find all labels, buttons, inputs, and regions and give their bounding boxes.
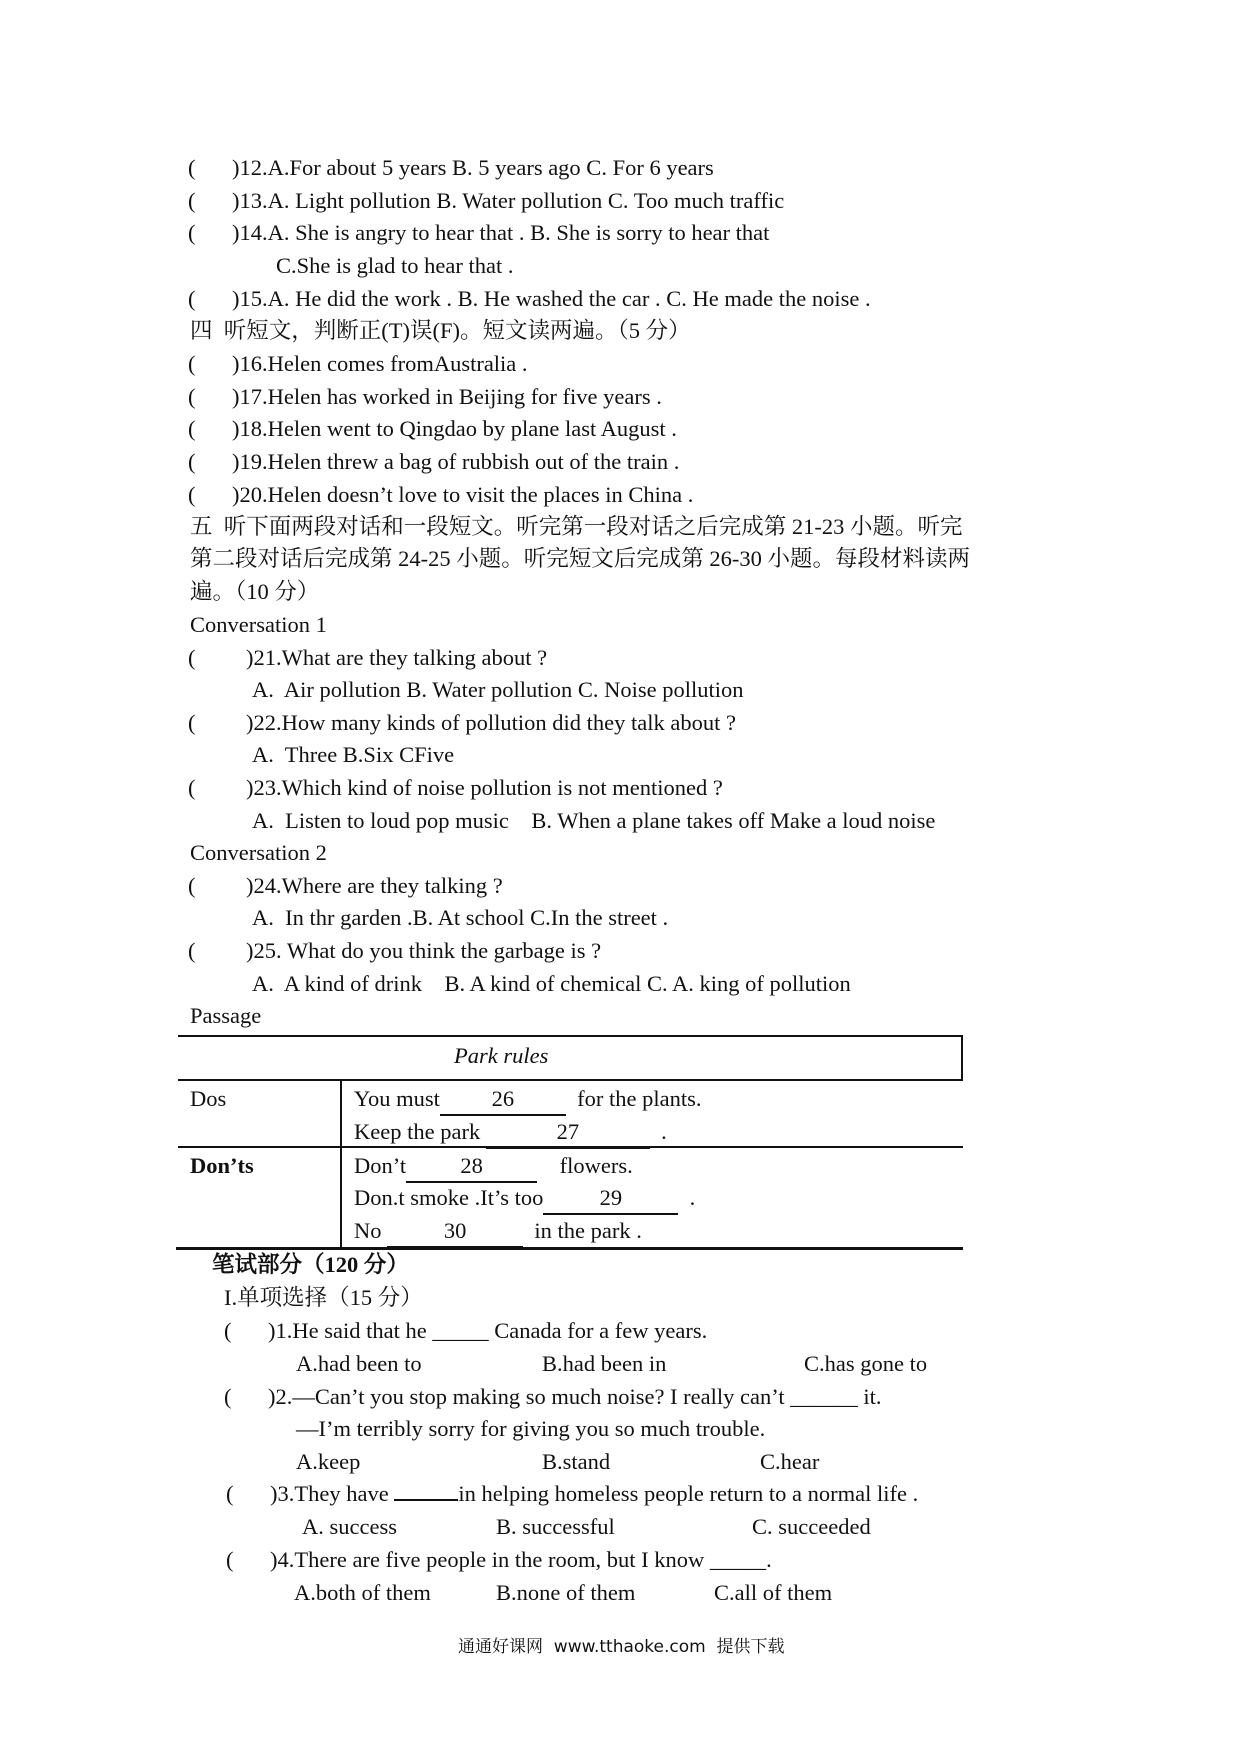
- table-title: Park rules: [454, 1043, 549, 1068]
- answer-paren: (: [226, 1481, 234, 1506]
- question-text: )18.Helen went to Qingdao by plane last August .: [232, 416, 677, 441]
- conversation-2-label: Conversation 2: [190, 840, 327, 865]
- answer-paren: (: [188, 645, 196, 670]
- answer-paren: (: [224, 1318, 232, 1343]
- rule-30: No 30 in the park .: [354, 1216, 642, 1248]
- question-text: )25. What do you think the garbage is ?: [246, 938, 602, 963]
- question-continuation: —I’m terribly sorry for giving you so much trouble.: [296, 1416, 766, 1441]
- table-column-divider: [340, 1080, 342, 1248]
- question-text: )21.What are they talking about ?: [246, 645, 548, 670]
- question-text: )13.A. Light pollution B. Water pollution C. Too much traffic: [232, 188, 785, 213]
- option-c: C.hear: [760, 1449, 820, 1474]
- question-text: )16.Helen comes fromAustralia .: [232, 351, 528, 376]
- answer-paren: (: [188, 416, 196, 441]
- answer-paren: (: [188, 710, 196, 735]
- answer-paren: (: [226, 1547, 234, 1572]
- question-options: A. Listen to loud pop music B. When a plane takes off Make a loud noise: [252, 808, 936, 833]
- table-title-right-border: [961, 1035, 963, 1080]
- question-text: )20.Helen doesn’t love to visit the places in China .: [232, 482, 694, 507]
- multiple-choice-heading: I.单项选择（15 分）: [224, 1285, 423, 1310]
- blank-27: 27: [486, 1117, 650, 1149]
- question-text: )14.A. She is angry to hear that . B. She is sorry to hear that: [232, 220, 770, 245]
- question-options: A. Air pollution B. Water pollution C. Noise pollution: [252, 677, 744, 702]
- question-text: )17.Helen has worked in Beijing for five years .: [232, 384, 662, 409]
- question-options: A. In thr garden .B. At school C.In the street .: [252, 905, 669, 930]
- option-c: C. succeeded: [752, 1514, 871, 1539]
- question-options: A. Three B.Six CFive: [252, 742, 455, 767]
- question-text: )4.There are five people in the room, but I know _____.: [270, 1547, 772, 1572]
- option-a: A.both of them: [294, 1580, 431, 1605]
- question-text: )2.—Can’t you stop making so much noise? I really can’t ______ it.: [268, 1384, 882, 1409]
- rule-27: Keep the park 27 .: [354, 1117, 667, 1149]
- blank-26: 26: [440, 1084, 566, 1116]
- answer-paren: (: [188, 873, 196, 898]
- table-row-divider: [178, 1146, 963, 1148]
- answer-paren: (: [188, 286, 196, 311]
- section-4-heading: 四 听短文，判断正(T)误(F)。短文读两遍。（5 分）: [190, 318, 691, 343]
- option-a: A.keep: [296, 1449, 361, 1474]
- answer-paren: (: [188, 775, 196, 800]
- question-options: A. A kind of drink B. A kind of chemical C. A. king of pollution: [252, 971, 851, 996]
- question-text: )15.A. He did the work . B. He washed the car . C. He made the noise .: [232, 286, 871, 311]
- answer-paren: (: [188, 220, 196, 245]
- blank-q3: [394, 1499, 458, 1501]
- blank-30: 30: [387, 1216, 523, 1248]
- donts-label: Don’ts: [190, 1153, 254, 1178]
- answer-paren: (: [224, 1384, 232, 1409]
- table-title-divider: [178, 1079, 963, 1081]
- option-c: C.has gone to: [804, 1351, 928, 1376]
- answer-paren: (: [188, 384, 196, 409]
- answer-paren: (: [188, 188, 196, 213]
- option-b: B.none of them: [496, 1580, 636, 1605]
- answer-paren: (: [188, 449, 196, 474]
- rule-28: Don’t 28 flowers.: [354, 1151, 633, 1183]
- blank-28: 28: [406, 1151, 537, 1183]
- answer-paren: (: [188, 155, 196, 180]
- passage-label: Passage: [190, 1003, 262, 1028]
- dos-label: Dos: [190, 1086, 227, 1111]
- blank-29: 29: [543, 1183, 678, 1215]
- option-a: A. success: [302, 1514, 397, 1539]
- option-a: A.had been to: [296, 1351, 422, 1376]
- option-b: B.stand: [542, 1449, 611, 1474]
- option-b: B. successful: [496, 1514, 615, 1539]
- question-text: )23.Which kind of noise pollution is not mentioned ?: [246, 775, 723, 800]
- page-footer: 通通好课网 www.tthaoke.com 提供下载: [458, 1637, 785, 1657]
- question-text: )3.They have in helping homeless people return to a normal life .: [270, 1481, 919, 1506]
- question-text: )22.How many kinds of pollution did they talk about ?: [246, 710, 736, 735]
- question-text: )19.Helen threw a bag of rubbish out of the train .: [232, 449, 680, 474]
- table-top-border: [178, 1035, 963, 1037]
- conversation-1-label: Conversation 1: [190, 612, 327, 637]
- question-continuation: C.She is glad to hear that .: [276, 253, 514, 278]
- option-c: C.all of them: [714, 1580, 833, 1605]
- question-text: )12.A.For about 5 years B. 5 years ago C. For 6 years: [232, 155, 714, 180]
- rule-29: Don.t smoke .It’s too 29 .: [354, 1183, 695, 1215]
- answer-paren: (: [188, 351, 196, 376]
- rule-26: You must 26 for the plants.: [354, 1084, 701, 1116]
- option-b: B.had been in: [542, 1351, 667, 1376]
- question-text: )24.Where are they talking ?: [246, 873, 503, 898]
- written-part-heading: 笔试部分（120 分）: [212, 1252, 409, 1277]
- answer-paren: (: [188, 482, 196, 507]
- question-text: )1.He said that he _____ Canada for a few years.: [268, 1318, 708, 1343]
- answer-paren: (: [188, 938, 196, 963]
